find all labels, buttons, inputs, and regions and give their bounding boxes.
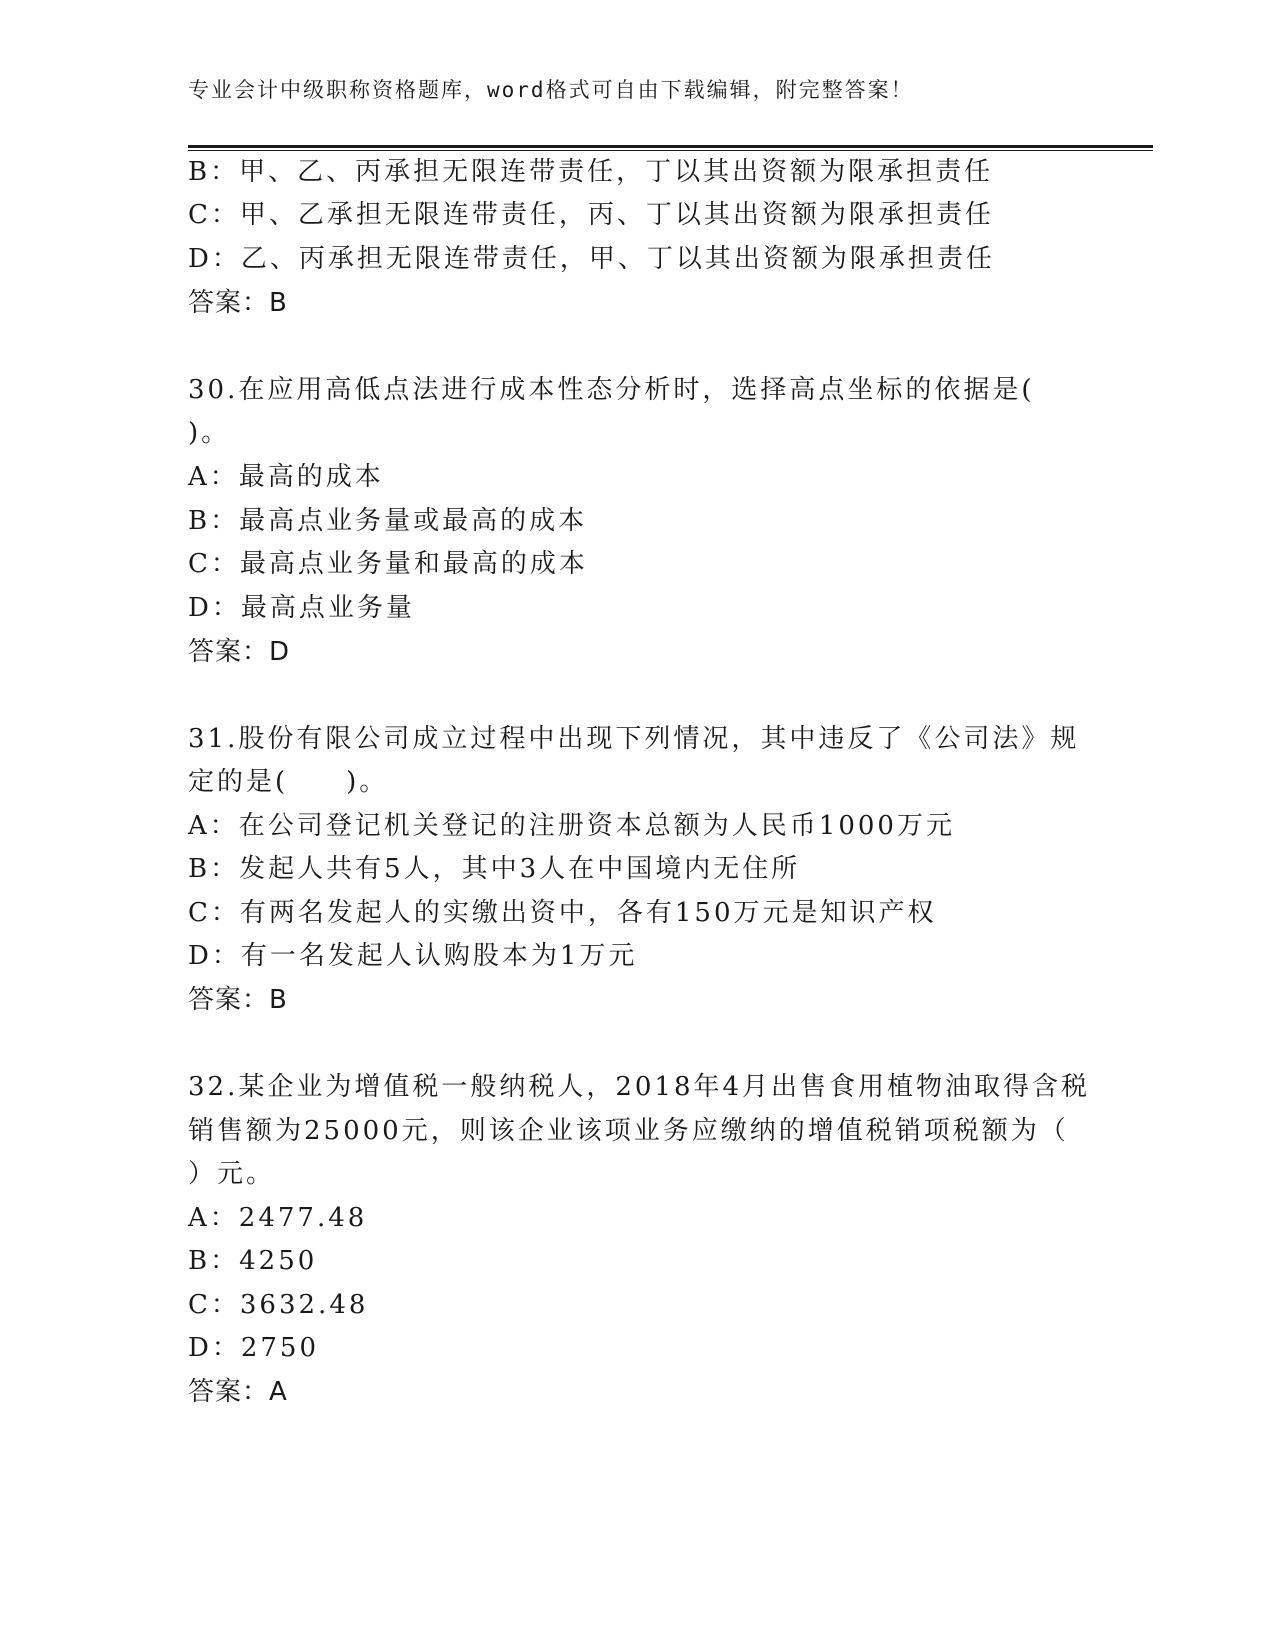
option-c: C：最高点业务量和最高的成本 — [188, 549, 588, 579]
header-rule-thick — [188, 145, 1153, 148]
option-c: C：有两名发起人的实缴出资中，各有150万元是知识产权 — [188, 898, 937, 928]
option-d: D：最高点业务量 — [188, 593, 415, 623]
option-b: B：4250 — [188, 1246, 318, 1276]
header-rule-thin — [188, 150, 1153, 151]
answer: 答案：D — [188, 637, 291, 667]
option-d: D：乙、丙承担无限连带责任，甲、丁以其出资额为限承担责任 — [188, 244, 995, 274]
option-d: D：2750 — [188, 1333, 320, 1363]
question-stem: 销售额为25000元，则该企业该项业务应缴纳的增值税销项税额为（ — [188, 1116, 1069, 1146]
question-stem: 31.股份有限公司成立过程中出现下列情况，其中违反了《公司法》规 — [188, 724, 1080, 754]
answer: 答案：A — [188, 1377, 288, 1407]
answer: 答案：B — [188, 288, 288, 318]
question-stem: 30.在应用高低点法进行成本性态分析时，选择高点坐标的依据是( — [188, 375, 1035, 405]
question-stem: )。 — [188, 418, 231, 448]
option-b: B：最高点业务量或最高的成本 — [188, 506, 588, 536]
option-b: B：发起人共有5人，其中3人在中国境内无住所 — [188, 854, 801, 884]
question-stem: 32.某企业为增值税一般纳税人，2018年4月出售食用植物油取得含税 — [188, 1072, 1091, 1102]
option-b: B：甲、乙、丙承担无限连带责任，丁以其出资额为限承担责任 — [188, 157, 994, 187]
option-a: A：2477.48 — [188, 1203, 368, 1233]
question-stem: 定的是( )。 — [188, 767, 389, 797]
option-d: D：有一名发起人认购股本为1万元 — [188, 941, 638, 971]
header-text: 专业会计中级职称资格题库，word格式可自由下载编辑，附完整答案！ — [188, 78, 914, 102]
option-c: C：3632.48 — [188, 1290, 369, 1320]
answer: 答案：B — [188, 985, 288, 1015]
option-a: A：最高的成本 — [188, 462, 384, 492]
option-c: C：甲、乙承担无限连带责任，丙、丁以其出资额为限承担责任 — [188, 200, 994, 230]
option-a: A：在公司登记机关登记的注册资本总额为人民币1000万元 — [188, 811, 955, 841]
question-stem: ）元。 — [188, 1159, 276, 1189]
